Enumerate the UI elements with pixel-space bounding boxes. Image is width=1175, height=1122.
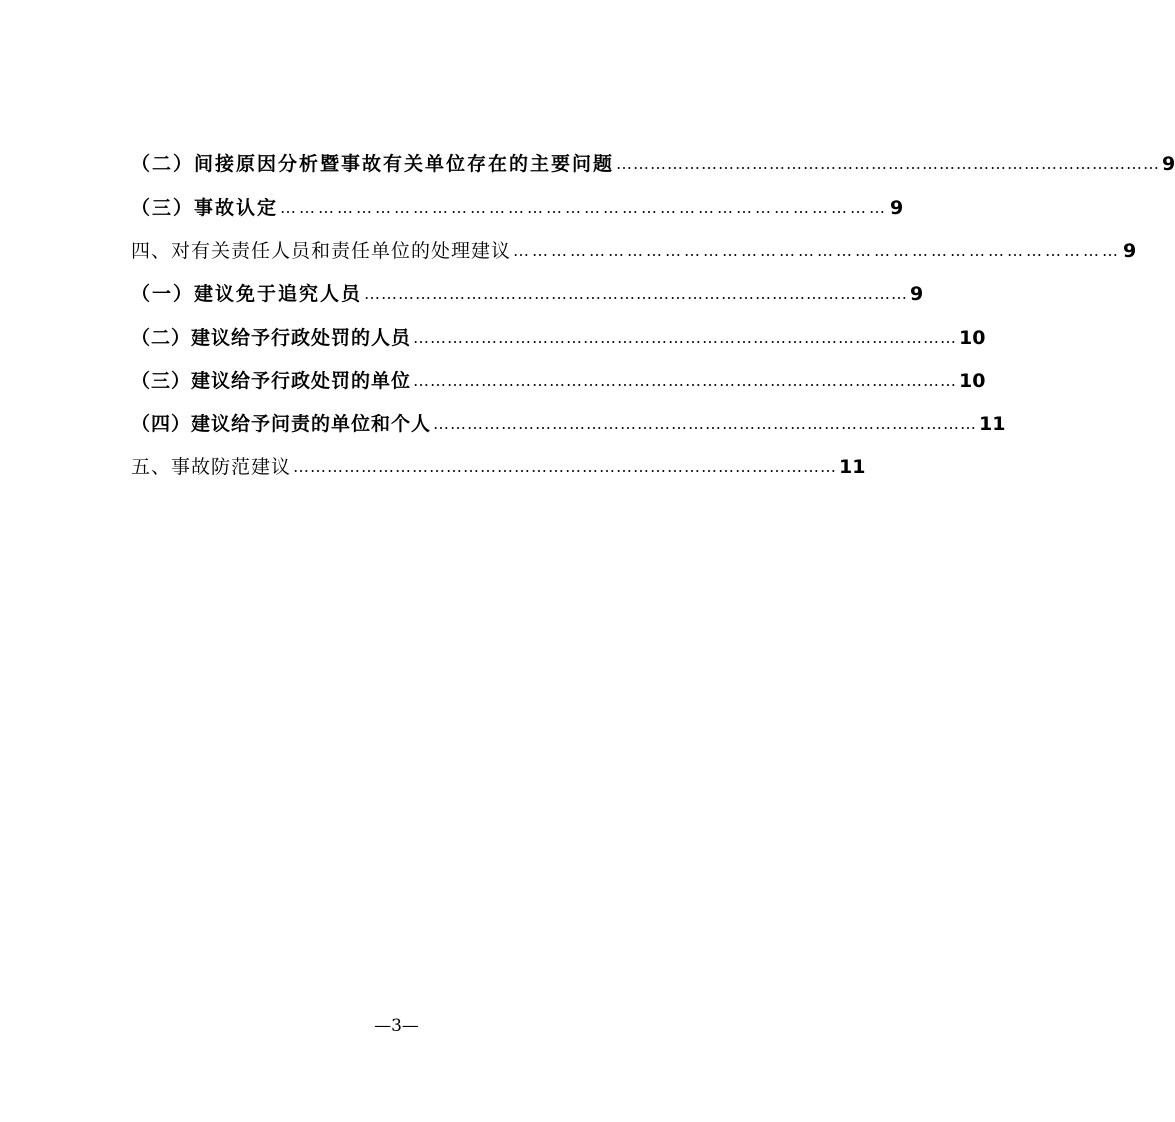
toc-entry-exempt-personnel[interactable] — [131, 276, 924, 306]
toc-leader-dots: …………………………………………………………………………………… — [280, 198, 889, 217]
toc-entry-label: （二）建议给予行政处罚的人员 — [131, 327, 412, 349]
toc-entry-penalized-units[interactable] — [131, 363, 986, 393]
toc-entry-label: （四）建议给予问责的单位和个人 — [131, 413, 432, 435]
toc-entry-label: 五、事故防范建议 — [131, 456, 292, 478]
toc-entry-page: 9 — [890, 197, 904, 219]
toc-entry-prevention-suggestions[interactable] — [131, 449, 866, 479]
toc-leader-dots: …………………………………………………………………………………… — [293, 457, 838, 476]
toc-entry-indirect-causes[interactable] — [131, 146, 1175, 176]
toc-leader-dots: …………………………………………………………………………………… — [433, 414, 978, 433]
toc-leader-dots: …………………………………………………………………………………… — [616, 154, 1161, 173]
toc-entry-handling-suggestions[interactable] — [131, 233, 1137, 263]
toc-leader-dots: …………………………………………………………………………………… — [513, 241, 1122, 260]
toc-entry-page: 10 — [959, 327, 986, 349]
toc-leader-dots: …………………………………………………………………………………… — [413, 371, 958, 390]
toc-leader-dots: …………………………………………………………………………………… — [413, 328, 958, 347]
toc-entry-page: 10 — [959, 370, 986, 392]
toc-entry-label: （三）建议给予行政处罚的单位 — [131, 370, 412, 392]
toc-entry-page: 11 — [979, 413, 1006, 435]
toc-entry-page: 9 — [1162, 153, 1175, 175]
toc-entry-label: 四、对有关责任人员和责任单位的处理建议 — [131, 240, 512, 262]
toc-entry-page: 9 — [1123, 240, 1137, 262]
toc-entry-label: （二）间接原因分析暨事故有关单位存在的主要问题 — [131, 153, 615, 175]
toc-entry-accident-determination[interactable] — [131, 190, 904, 220]
table-of-contents — [0, 0, 1175, 500]
toc-entry-accountability[interactable] — [131, 406, 1006, 436]
toc-entry-penalized-personnel[interactable] — [131, 320, 986, 350]
toc-entry-label: （一）建议免于追究人员 — [131, 283, 363, 305]
toc-leader-dots: …………………………………………………………………………………… — [364, 284, 909, 303]
toc-entry-label: （三）事故认定 — [131, 197, 279, 219]
page-number: —3— — [374, 1016, 419, 1036]
toc-entry-page: 11 — [839, 456, 866, 478]
toc-entry-page: 9 — [910, 283, 924, 305]
